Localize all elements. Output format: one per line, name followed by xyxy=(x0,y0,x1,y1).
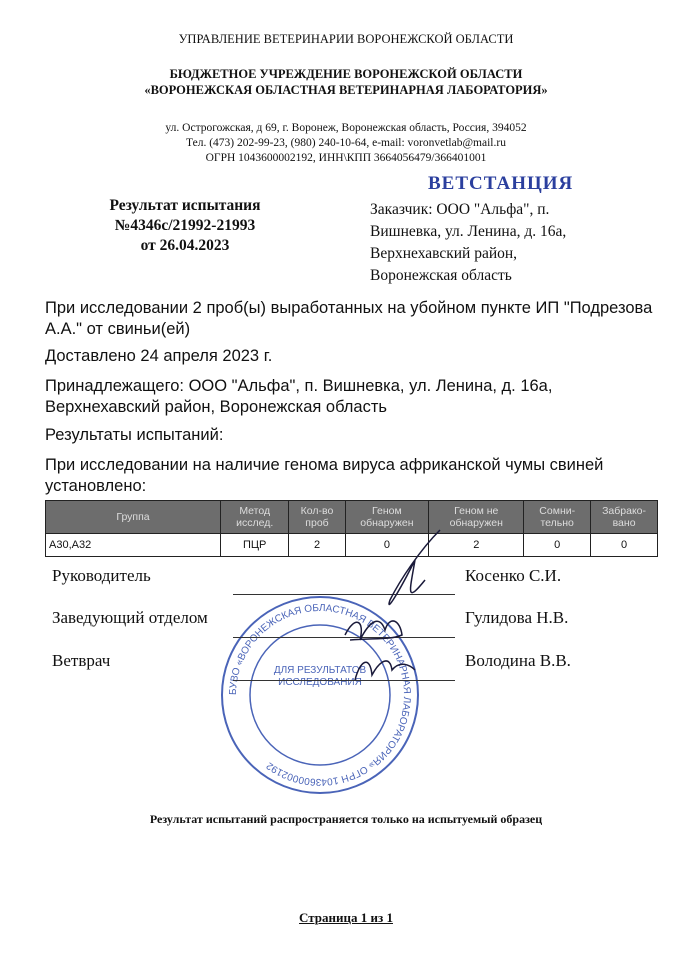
col-header: Геном не обнаружен xyxy=(429,501,524,534)
contacts: Тел. (473) 202-99-23, (980) 240-10-64, e-mail: voronvetlab@mail.ru xyxy=(186,137,506,149)
result-number: №4346с/21992-21993 xyxy=(114,217,256,234)
signature-name: Володина В.В. xyxy=(465,651,571,670)
col-header: Забрако-вано xyxy=(591,501,658,534)
result-date: от 26.04.2023 xyxy=(140,237,230,254)
sample-info: При исследовании 2 проб(ы) выработанных на убойном пункте ИП "Подрезова А.А." от свиньи(ей) xyxy=(45,299,653,338)
cell: 2 xyxy=(289,534,345,557)
handwritten-signatures xyxy=(330,520,470,700)
org-line2: «ВОРОНЕЖСКАЯ ОБЛАСТНАЯ ВЕТЕРИНАРНАЯ ЛАБОРАТОРИЯ» xyxy=(144,83,548,97)
col-header: Метод исслед. xyxy=(221,501,289,534)
customer xyxy=(370,199,650,287)
col-header: Кол-во проб xyxy=(289,501,345,534)
seal-ring-text: БУВО «ВОРОНЕЖСКАЯ ОБЛАСТНАЯ ВЕТЕРИНАРНАЯ ЛАБОРАТОРИЯ» ОГРН 1043600002192 xyxy=(227,602,413,788)
col-header: Сомни-тельно xyxy=(524,501,591,534)
footer-note: Результат испытаний распространяется только на испытуемый образец xyxy=(149,812,543,826)
signature-role: Заведующий отделом xyxy=(52,608,208,627)
cell: 0 xyxy=(591,534,658,557)
result-title xyxy=(70,196,300,256)
results-statement: При исследовании на наличие генома вируса африканской чумы свиней установлено: xyxy=(45,456,604,495)
customer-line1: Заказчик: ООО "Альфа", п. xyxy=(370,201,550,218)
signature-name: Косенко С.И. xyxy=(465,566,562,585)
cell: ПЦР xyxy=(221,534,289,557)
cell: 0 xyxy=(345,534,429,557)
organization xyxy=(0,66,692,98)
customer-line4: Воронежская область xyxy=(370,267,512,284)
col-header: Группа xyxy=(46,501,221,534)
signature-role: Ветврач xyxy=(52,651,111,670)
customer-line3: Верхнехавский район, xyxy=(370,245,518,262)
authority: УПРАВЛЕНИЕ ВЕТЕРИНАРИИ ВОРОНЕЖСКОЙ ОБЛАСТИ xyxy=(178,32,514,46)
signature-role: Руководитель xyxy=(52,566,151,585)
page-number: Страница 1 из 1 xyxy=(299,910,393,925)
cell: 0 xyxy=(524,534,591,557)
org-address xyxy=(0,121,692,166)
results-heading: Результаты испытаний: xyxy=(45,426,224,444)
registration-ids: ОГРН 1043600002192, ИНН\КПП 3664056479/366401001 xyxy=(205,152,487,164)
col-header: Геном обнаружен xyxy=(345,501,429,534)
cell: 2 xyxy=(429,534,524,557)
cell: А30,А32 xyxy=(46,534,221,557)
org-line1: БЮДЖЕТНОЕ УЧРЕЖДЕНИЕ ВОРОНЕЖСКОЙ ОБЛАСТИ xyxy=(169,67,523,81)
customer-line2: Вишневка, ул. Ленина, д. 16а, xyxy=(370,223,567,240)
vetstation-stamp: ВЕТСТАНЦИЯ xyxy=(428,173,574,194)
delivery-date: Доставлено 24 апреля 2023 г. xyxy=(45,347,273,365)
signature-name: Гулидова Н.В. xyxy=(465,608,569,627)
result-line1: Результат испытания xyxy=(109,197,261,214)
owner-info: Принадлежащего: ООО "Альфа", п. Вишневка, ул. Ленина, д. 16а, Верхнехавский район, Воронежская область xyxy=(45,377,553,416)
seal-center-text: ДЛЯ РЕЗУЛЬТАТОВ ИССЛЕДОВАНИЯ xyxy=(273,665,367,688)
address: ул. Острогожская, д 69, г. Воронеж, Воронежская область, Россия, 394052 xyxy=(165,122,527,134)
